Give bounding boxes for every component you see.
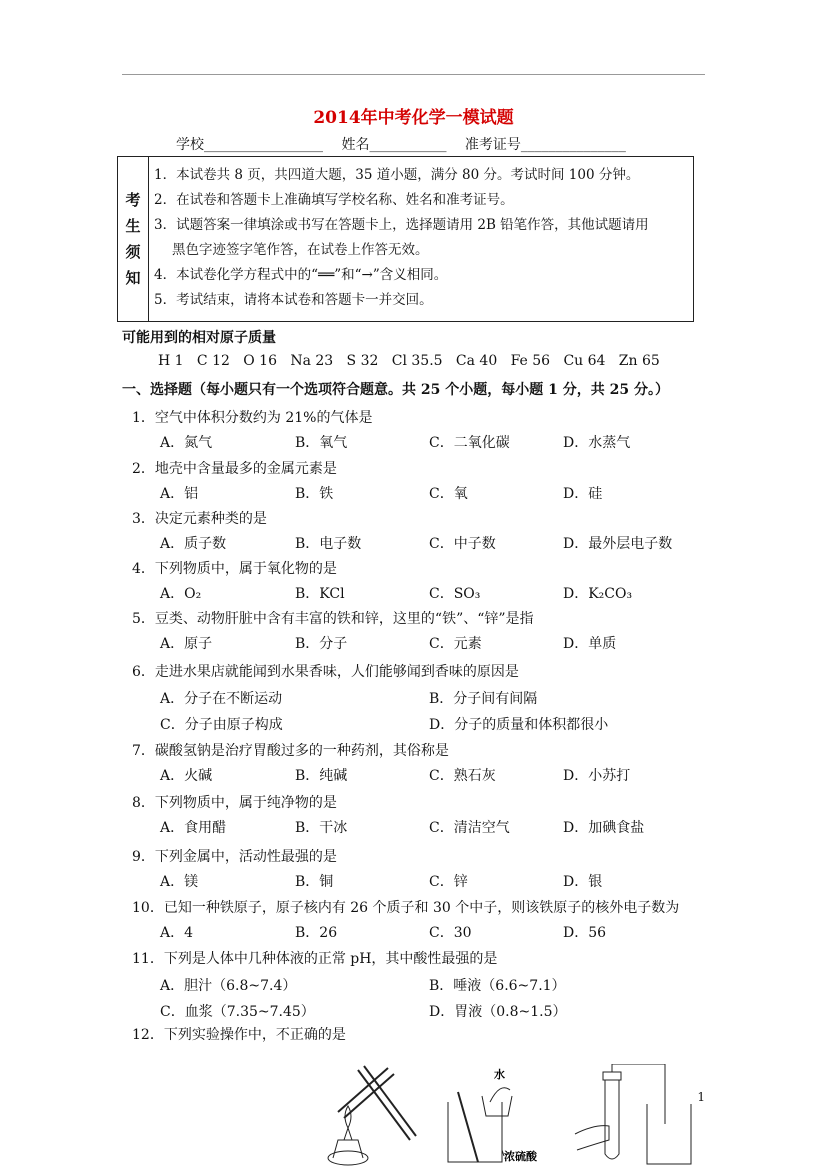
question-option: C．中子数 [429,536,496,552]
question-option: B．分子 [295,636,348,652]
notice-item: 5．考试结束，请将本试卷和答题卡一并交回。 [154,292,433,308]
question-option: C．熟石灰 [429,768,496,784]
notice-item: 4．本试卷化学方程式中的“══”和“→”含义相同。 [154,267,448,283]
acid-label: 浓硫酸 [504,1150,537,1163]
question-option: D．硅 [563,486,603,502]
question-stem: 2．地壳中含量最多的金属元素是 [132,461,337,477]
question-option: C．二氧化碳 [429,435,510,451]
airtightness-figure [565,1064,695,1170]
question-option: D．水蒸气 [563,435,631,451]
question-option: B．唾液（6.6~7.1） [429,978,566,994]
question-stem: 8．下列物质中，属于纯净物的是 [132,795,337,811]
question-option: D．银 [563,874,603,890]
top-rule [122,74,705,75]
notice-side-label: 考 生 须 知 [118,157,149,321]
question-stem: 1．空气中体积分数约为 21%的气体是 [132,410,373,426]
question-option: A．分子在不断运动 [160,691,283,707]
page-number: 1 [697,1090,705,1104]
dilution-figure [438,1062,558,1170]
question-option: C．清洁空气 [429,820,510,836]
question-option: C．锌 [429,874,468,890]
question-stem: 7．碳酸氢钠是治疗胃酸过多的一种药剂，其俗称是 [132,743,449,759]
question-stem: 12．下列实验操作中，不正确的是 [132,1027,346,1043]
question-stem: 6．走进水果店就能闻到水果香味，人们能够闻到香味的原因是 [132,664,519,680]
question-option: A．原子 [160,636,213,652]
exam-no-field: 准考证号_______________ [464,137,626,153]
question-option: B．KCl [295,586,345,602]
question-option: D．分子的质量和体积都很小 [429,717,609,733]
question-option: A．镁 [160,874,199,890]
question-option: D．最外层电子数 [563,536,673,552]
question-option: A．铝 [160,486,199,502]
atomic-masses: H 1 C 12 O 16 Na 23 S 32 Cl 35.5 Ca 40 Fe 56 Cu 64 Zn 65 [158,353,660,369]
notice-item: 2．在试卷和答题卡上准确填写学校名称、姓名和准考证号。 [154,192,514,208]
heating-apparatus-figure [318,1060,418,1170]
question-option: D．56 [563,925,607,941]
question-option: B．铜 [295,874,334,890]
water-label: 水 [494,1068,505,1081]
question-option: D．加碘食盐 [563,820,645,836]
question-option: A．胆汁（6.8~7.4） [160,978,297,994]
page-title: 2014年中考化学一模试题 [313,108,514,128]
question-option: C．氧 [429,486,468,502]
question-stem: 10．已知一种铁原子，原子核内有 26 个质子和 30 个中子，则该铁原子的核外电子数为 [132,900,680,916]
question-option: B．铁 [295,486,334,502]
question-option: C．30 [429,925,472,941]
notice-item: 1．本试卷共 8 页，共四道大题，35 道小题，满分 80 分。考试时间 100 分钟。 [154,167,640,183]
question-option: A．氮气 [160,435,213,451]
student-info [176,134,640,154]
question-option: C．血浆（7.35~7.45） [160,1004,315,1020]
question-option: A．质子数 [160,536,227,552]
question-option: D．K₂CO₃ [563,586,633,602]
question-option: A．O₂ [160,586,202,602]
question-option: A．火碱 [160,768,213,784]
question-stem: 5．豆类、动物肝脏中含有丰富的铁和锌，这里的“铁”、“锌”是指 [132,611,534,627]
name-field: 姓名___________ [341,137,447,153]
notice-item: 黑色字迹签字笔作答，在试卷上作答无效。 [172,242,429,258]
question-option: B．氧气 [295,435,348,451]
question-option: B．分子间有间隔 [429,691,538,707]
question-option: A．食用醋 [160,820,227,836]
question-option: D．胃液（0.8~1.5） [429,1004,567,1020]
question-option: B．干冰 [295,820,348,836]
notice-item: 3．试题答案一律填涂或书写在答题卡上，选择题请用 2B 铅笔作答，其他试题请用 [154,217,649,233]
atomic-heading: 可能用到的相对原子质量 [122,330,276,346]
question-option: A．4 [160,925,194,941]
question-option: B．26 [295,925,338,941]
question-stem: 9．下列金属中，活动性最强的是 [132,849,337,865]
question-option: D．小苏打 [563,768,631,784]
question-option: C．分子由原子构成 [160,717,283,733]
section-1-heading: 一、选择题（每小题只有一个选项符合题意。共 25 个小题，每小题 1 分，共 25 分。） [122,382,669,398]
question-stem: 4．下列物质中，属于氧化物的是 [132,561,337,577]
question-option: C．SO₃ [429,586,481,602]
notice-items [154,163,689,313]
question-option: B．纯碱 [295,768,348,784]
school-field: 学校_________________ [176,137,323,153]
question-option: C．元素 [429,636,482,652]
question-stem: 11．下列是人体中几种体液的正常 pH，其中酸性最强的是 [132,951,498,967]
question-option: B．电子数 [295,536,362,552]
notice-box [117,156,694,322]
question-option: D．单质 [563,636,617,652]
question-stem: 3．决定元素种类的是 [132,511,267,527]
